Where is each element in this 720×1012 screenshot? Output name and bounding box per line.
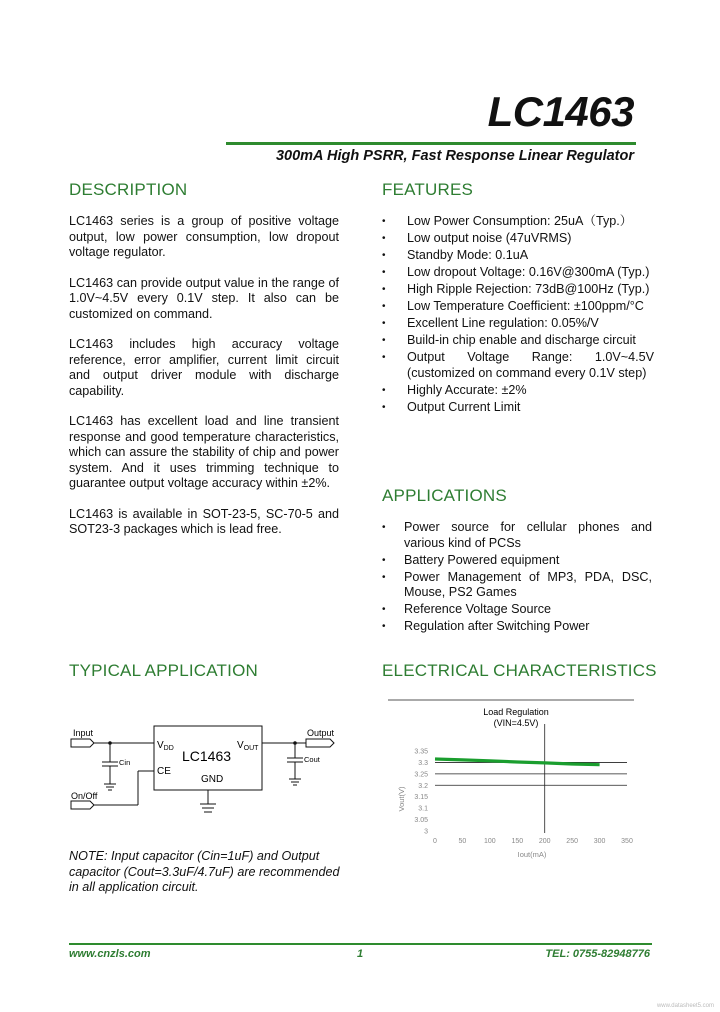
y-tick-label: 3.35 — [414, 748, 428, 756]
cin-label: Cin — [119, 758, 131, 767]
feature-item: • Low Power Consumption: 25uA（Typ.） — [382, 214, 654, 230]
x-tick-label: 350 — [621, 838, 633, 845]
y-tick-label: 3.25 — [414, 771, 428, 779]
description-paragraph: LC1463 has excellent load and line transient response and good temperature characteristics, which can assure the stability of chip and power system. And it uses trimming technique to guarantee output voltage accuracy within ±2%. — [69, 414, 339, 490]
vdd-pin-label: $V_{DD}$ — [157, 740, 174, 752]
series-line-vout — [435, 759, 600, 765]
x-tick-label: 250 — [566, 838, 578, 845]
y-tick-label: 3.15 — [414, 794, 428, 802]
features-heading: FEATURES — [382, 180, 474, 199]
header-rule — [226, 142, 636, 145]
output-label: Output — [307, 728, 335, 738]
feature-item: • Output Voltage Range: 1.0V~4.5V (customized on command every 0.1V step) — [382, 350, 654, 381]
footer-rule — [69, 943, 652, 945]
chart-title: Load Regulation — [483, 707, 549, 717]
feature-item: • Low dropout Voltage: 0.16V@300mA (Typ.) — [382, 265, 654, 281]
application-item: • Battery Powered equipment — [382, 553, 652, 569]
applications-heading: APPLICATIONS — [382, 486, 507, 505]
y-tick-label: 3.2 — [418, 782, 428, 790]
feature-item: • Output Current Limit — [382, 400, 654, 416]
ce-pin-label: CE — [157, 766, 171, 777]
description-paragraph: LC1463 can provide output value in the range of 1.0V~4.5V every 0.1V step. It also can be customized on command. — [69, 275, 339, 321]
x-tick-label: 150 — [511, 838, 524, 845]
feature-item: • Highly Accurate: ±2% — [382, 383, 654, 399]
x-tick-label: 100 — [484, 838, 496, 845]
description-body — [69, 214, 339, 553]
subtitle: 300mA High PSRR, Fast Response Linear Regulator — [275, 148, 634, 164]
output-port — [306, 739, 334, 747]
application-item: • Reference Voltage Source — [382, 602, 652, 618]
footer-telephone: TEL: 0755-82948776 — [545, 948, 650, 960]
x-tick-label: 0 — [433, 838, 437, 845]
x-tick-label: 200 — [538, 838, 551, 845]
junction-dot — [108, 741, 112, 745]
feature-item: • Excellent Line regulation: 0.05%/V — [382, 316, 654, 332]
part-number: LC1463 — [487, 88, 634, 135]
footer-page-number: 1 — [357, 948, 364, 960]
application-item: • Power source for cellular phones and various kind of PCSs — [382, 520, 652, 551]
application-item: • Power Management of MP3, PDA, DSC, Mouse, PS2 Games — [382, 570, 652, 601]
y-tick-label: 3.1 — [418, 805, 428, 813]
applications-list — [382, 520, 652, 636]
description-paragraph: LC1463 includes high accuracy voltage reference, error amplifier, current limit circuit and output driver module with discharge capability. — [69, 337, 339, 398]
feature-item: • High Ripple Rejection: 73dB@100Hz (Typ.) — [382, 282, 654, 298]
vout-pin-label: $V_{OUT}$ — [237, 740, 259, 752]
gnd-pin-label: GND — [201, 774, 224, 785]
description-paragraph: LC1463 series is a group of positive voltage output, low power consumption, low dropout voltage regulator. — [69, 214, 339, 259]
watermark: www.datasheet5.com — [656, 1003, 714, 1009]
onoff-label: On/Off — [71, 791, 98, 801]
junction-dot — [293, 741, 297, 745]
load-regulation-chart — [388, 696, 650, 866]
x-tick-label: 50 — [458, 838, 467, 845]
feature-item: • Low output noise (47uVRMS) — [382, 231, 654, 247]
features-list — [382, 214, 654, 417]
typical-application-heading: TYPICAL APPLICATION — [69, 661, 258, 680]
typical-application-circuit — [66, 722, 356, 822]
feature-item: • Build-in chip enable and discharge circuit — [382, 333, 654, 349]
onoff-port — [71, 801, 94, 809]
description-heading: DESCRIPTION — [69, 180, 188, 199]
feature-item: • Low Temperature Coefficient: ±100ppm/°C — [382, 299, 654, 315]
y-tick-label: 3 — [424, 828, 428, 836]
chart-subtitle: (VIN=4.5V) — [493, 718, 539, 728]
input-port — [71, 739, 94, 747]
electrical-heading: ELECTRICAL CHARACTERISTICS — [382, 661, 657, 680]
x-tick-label: 300 — [593, 838, 606, 845]
cout-label: Cout — [304, 755, 320, 764]
y-tick-label: 3.3 — [418, 759, 428, 767]
description-paragraph: LC1463 is available in SOT-23-5, SC-70-5 and SOT23-3 packages which is lead free. — [69, 506, 339, 536]
footer-website[interactable]: www.cnzls.com — [69, 948, 151, 960]
feature-item: • Standby Mode: 0.1uA — [382, 248, 654, 264]
chip-label: LC1463 — [182, 748, 232, 764]
application-note: NOTE: Input capacitor (Cin=1uF) and Output capacitor (Cout=3.3uF/4.7uF) are recommended in all application circuit. — [69, 849, 340, 894]
chart-xlabel: Iout(mA) — [517, 850, 547, 859]
application-item: • Regulation after Switching Power — [382, 619, 652, 635]
input-label: Input — [73, 728, 94, 738]
y-tick-label: 3.05 — [414, 817, 428, 825]
chart-ylabel: Vout(V) — [397, 786, 406, 812]
